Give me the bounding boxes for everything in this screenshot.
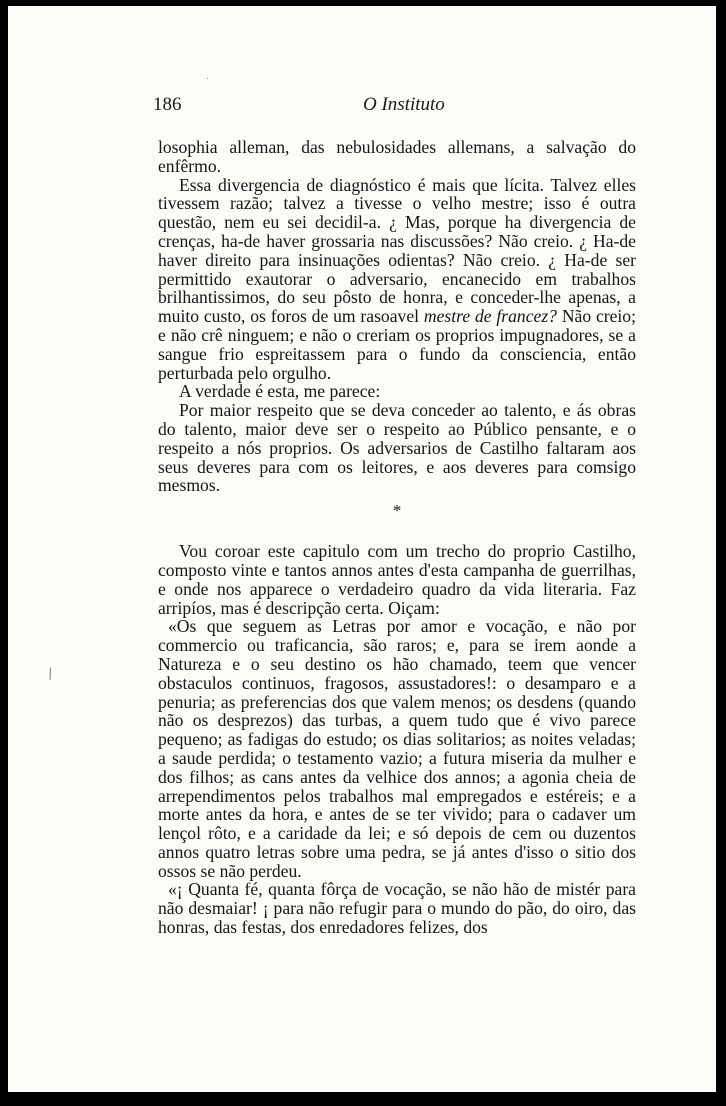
paragraph-2-part-1: Essa divergencia de diagnóstico é mais que lícita. Talvez elles tivessem razão; talvez a tivesse o velho mestre; isso é outra questão, nem eu sei decidil-a. ¿ Mas, porque ha divergencia de crenças, ha-de haver grossaria nas discussões? Não creio. ¿ Ha-de haver direito para insinuações odientas? Não creio. ¿ Ha-de ser permittido exautorar o adversario, encanecido em trabalhos brilhantissimos, do seu pôsto de honra, e conceder-lhe apenas, a muito custo, os foros de um rasoavel [158, 174, 636, 327]
paragraph-4: Por maior respeito que se deva conceder ao talento, e ás obras do talento, maior deve ser o respeito ao Público pensante, e o respeito a nós proprios. Os adversarios de Castilho faltaram aos seus deveres para com os leitores, e aos deveres para comsigo mesmos. [158, 400, 636, 496]
margin-dot-mark: · [206, 74, 210, 85]
journal-title: O Instituto [363, 94, 445, 115]
paragraph-5: Vou coroar este capitulo com um trecho do proprio Castilho, composto vinte e tantos annos antes d'esta campanha de guerrilhas, e onde nos apparece o verdadeiro quadro da vida literaria. Faz arripíos, mas é descripção certa. Oiçam: [158, 541, 636, 618]
scan-border [716, 0, 726, 1106]
paragraph-2 [158, 176, 636, 383]
book-page [8, 6, 716, 1092]
quotation-paragraph-2: «¡ Quanta fé, quanta fôrça de vocação, se não hão de mistér para não desmaiar! ¡ para não refugir para o mundo do pão, do oiro, das honras, das festas, dos enredadores felizes, dos [158, 879, 636, 938]
paragraph-1: losophia alleman, das nebulosidades allemans, a salvação do enfêrmo. [158, 137, 636, 176]
page-number: 186 [153, 94, 182, 115]
italic-phrase: mestre de francez? [423, 306, 557, 327]
margin-slash-mark: / [46, 665, 55, 683]
paragraph-3: A verdade é esta, me parece: [179, 381, 381, 402]
paragraph-2-part-2: Não creio; e não crê ninguem; e não o creriam os proprios impugnadores, se a sangue frio espreitassem para o fundo da consciencia, então perturbada pelo orgulho. [158, 306, 636, 383]
body-text [158, 138, 636, 937]
quotation-paragraph-1: «Os que seguem as Letras por amor e vocação, e não por commercio ou traficancia, são raros; e, para se irem aonde a Natureza e o seu destino os hão chamado, teem que vencer obstaculos continuos, fragosos, assustadores!: o desamparo e a penuria; as preferencias dos que valem menos; os desdens (quando não os desprezos) das turbas, a quem tudo que é vivo parece pequeno; as fadigas do estudo; os dias solitarios; as noites veladas; a saude perdida; o testamento vazio; a futura miseria da mulher e dos filhos; as cans antes da velhice dos annos; a agonia cheia de arrependimentos pelos trabalhos mal empregados e estéreis; e a morte antes da hora, e antes de se ter vivido; para o cadaver um lençol rôto, e a caridade da lei; e só depois de cem ou duzentos annos quatro letras sobre uma pedra, se já antes d'isso o sitio dos ossos se não perdeu. [158, 616, 636, 881]
section-asterisk: * [392, 501, 402, 521]
running-head [153, 94, 633, 116]
